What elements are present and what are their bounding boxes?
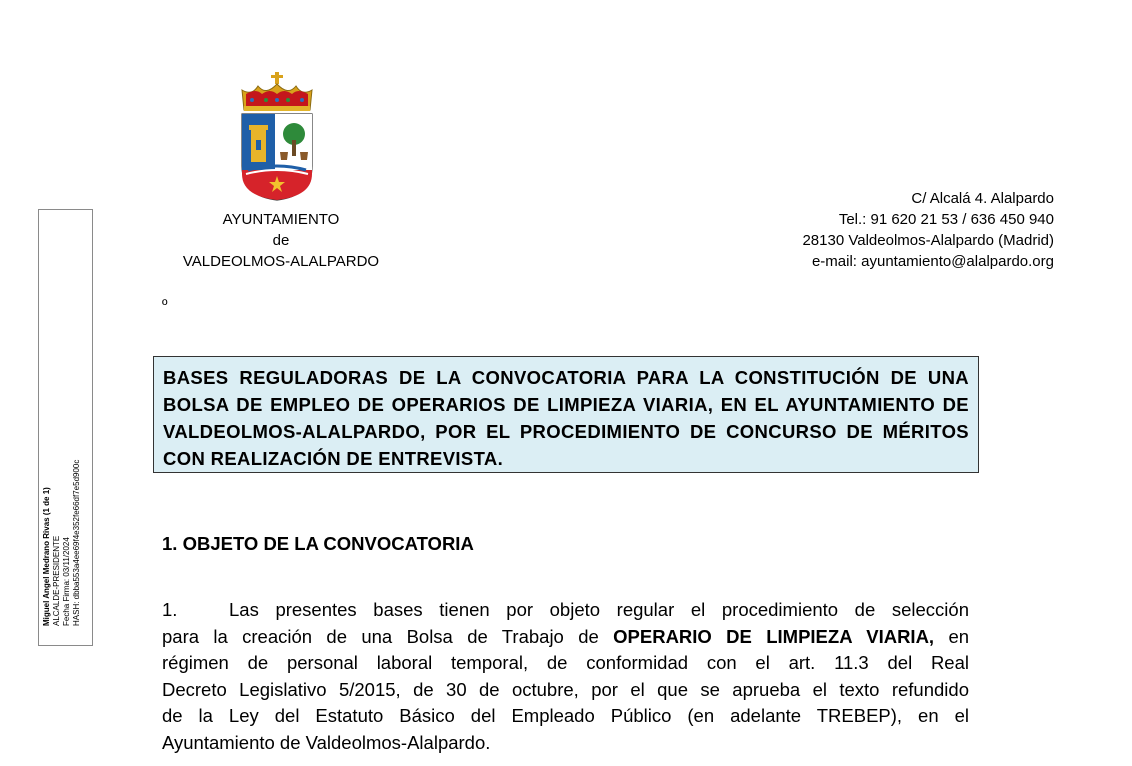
contact-phone: Tel.: 91 620 21 53 / 636 450 940 [838, 211, 1054, 228]
title-line: VALDEOLMOS-ALALPARDO, POR EL PROCEDIMIENTO DE CONCURSO DE MÉRITOS [163, 421, 969, 442]
paragraph-emphasis: OPERARIO DE LIMPIEZA VIARIA, [613, 625, 935, 647]
paragraph-line [162, 597, 969, 624]
paragraph-number: 1. [162, 599, 178, 620]
municipal-coat-of-arms [238, 70, 316, 202]
paragraph-text: para la creación de una Bolsa de Trabajo de [162, 625, 599, 647]
contact-address: C/ Alcalá 4. Alalpardo [911, 190, 1054, 207]
municipality-name [170, 209, 392, 272]
signature-hash: HASH: dbba553a4ee69f4e352fe66df7e5d900c [72, 459, 81, 626]
document-title-box [153, 356, 979, 473]
paragraph-line: Decreto Legislativo 5/2015, de 30 de octubre, por el que se aprueba el texto refundido [162, 678, 969, 700]
paragraph-line: de la Ley del Estatuto Básico del Empleado Público (en adelante TREBEP), en el [162, 705, 969, 726]
signature-date: Fecha Firma: 03/11/2024 [62, 537, 71, 626]
paragraph-text: en [948, 625, 970, 647]
contact-block [802, 188, 1054, 272]
paragraph-line: Ayuntamiento de Valdeolmos-Alalpardo. [162, 731, 491, 753]
paragraph-line: régimen de personal laboral temporal, de conformidad con el art. 11.3 del Real [162, 652, 969, 673]
crown-icon [242, 72, 312, 111]
title-line: BOLSA DE EMPLEO DE OPERARIOS DE LIMPIEZA VIARIA, EN EL AYUNTAMIENTO DE [163, 394, 969, 415]
municipality-line-1: AYUNTAMIENTO [222, 211, 340, 228]
signature-role: ALCALDE-PRESIDENTE [52, 535, 61, 626]
contact-email: e-mail: ayuntamiento@alalpardo.org [811, 253, 1054, 270]
municipality-line-2: de [272, 232, 290, 249]
title-line: BASES REGULADORAS DE LA CONVOCATORIA PARA LA CONSTITUCIÓN DE UNA [163, 367, 969, 388]
contact-city: 28130 Valdeolmos-Alalpardo (Madrid) [802, 232, 1054, 249]
shield-icon [242, 114, 312, 200]
paragraph-text: Las presentes bases tienen por objeto regular el procedimiento de selección [229, 599, 969, 620]
title-line: CON REALIZACIÓN DE ENTREVISTA. [163, 448, 504, 469]
degree-mark: º [162, 297, 168, 314]
section-heading: 1. OBJETO DE LA CONVOCATORIA [162, 533, 474, 554]
municipality-line-3: VALDEOLMOS-ALALPARDO [182, 253, 380, 270]
section-paragraph [162, 597, 969, 756]
signature-name: Miguel Angel Medrano Rivas (1 de 1) [42, 487, 51, 626]
paragraph-line [162, 624, 969, 651]
